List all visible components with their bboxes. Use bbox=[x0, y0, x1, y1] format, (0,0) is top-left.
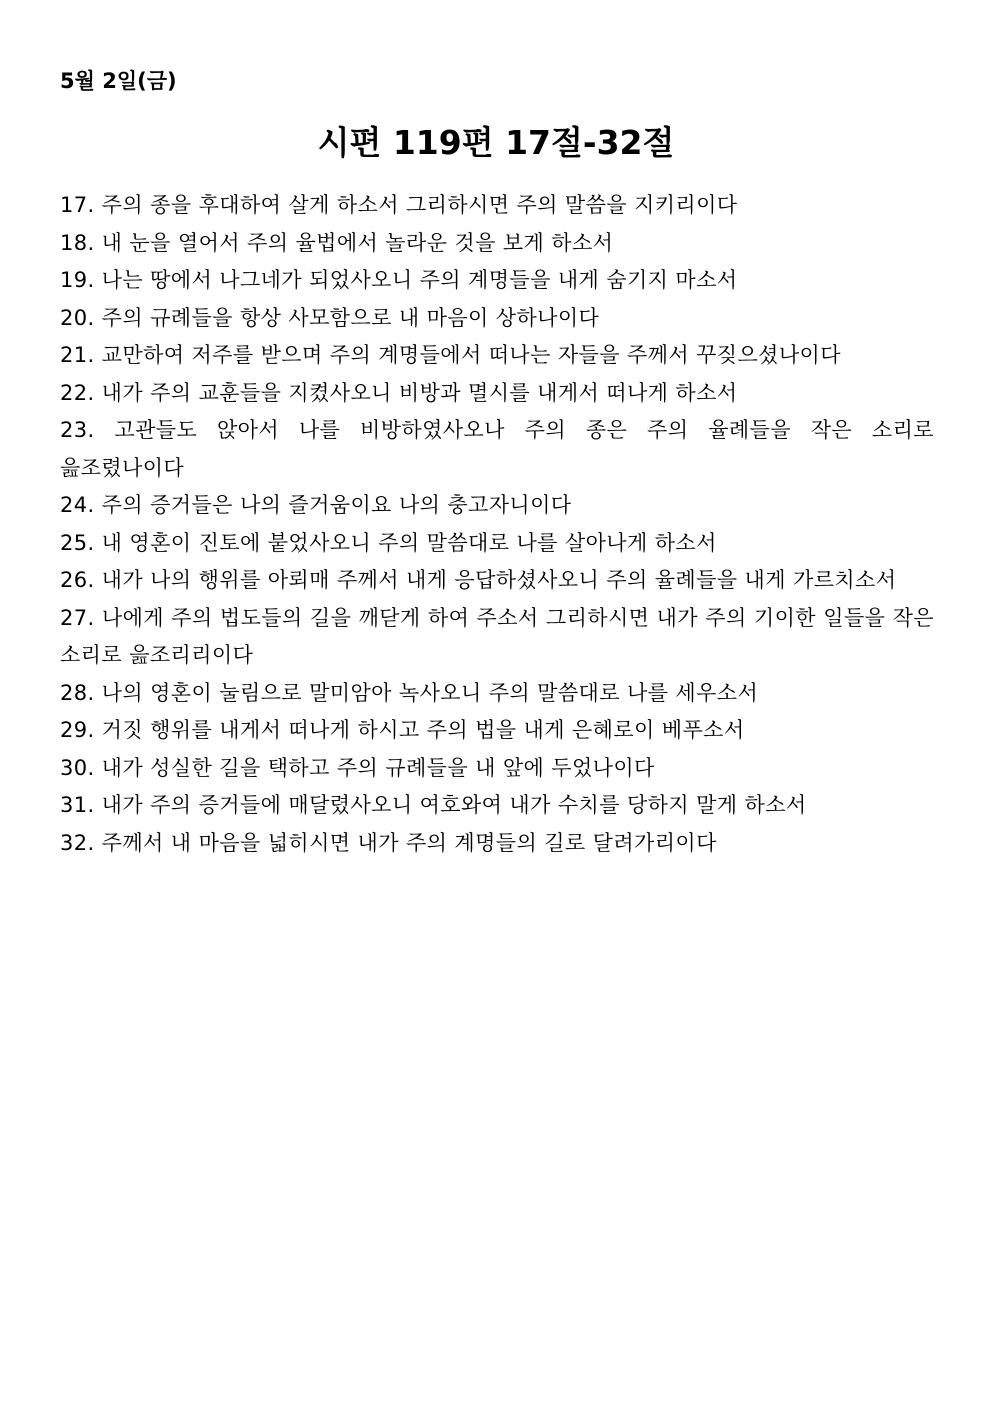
verse-21: 21. 교만하여 저주를 받으며 주의 계명들에서 떠나는 자들을 주께서 꾸짖으셨나이다 bbox=[60, 343, 841, 367]
verse-29: 29. 거짓 행위를 내게서 떠나게 하시고 주의 법을 내게 은혜로이 베푸소서 bbox=[60, 718, 745, 742]
verse-26: 26. 내가 나의 행위를 아뢰매 주께서 내게 응답하셨사오니 주의 율례들을 내게 가르치소서 bbox=[60, 568, 897, 592]
verse-24: 24. 주의 증거들은 나의 즐거움이요 나의 충고자니이다 bbox=[60, 493, 572, 517]
verse-27: 27. 나에게 주의 법도들의 길을 깨닫게 하여 주소서 그리하시면 내가 주의 기이한 일들을 작은 소리로 읊조리리이다 bbox=[60, 605, 934, 667]
verse-25: 25. 내 영혼이 진토에 붙었사오니 주의 말씀대로 나를 살아나게 하소서 bbox=[60, 530, 717, 555]
verse-22: 22. 내가 주의 교훈들을 지켰사오니 비방과 멸시를 내게서 떠나게 하소서 bbox=[60, 380, 738, 405]
verse-18: 18. 내 눈을 열어서 주의 율법에서 놀라운 것을 보게 하소서 bbox=[60, 230, 614, 255]
verse-20: 20. 주의 규례들을 항상 사모함으로 내 마음이 상하나이다 bbox=[60, 305, 600, 330]
verse-19: 19. 나는 땅에서 나그네가 되었사오니 주의 계명들을 내게 숨기지 마소서 bbox=[60, 268, 738, 292]
verse-list bbox=[60, 187, 934, 862]
verse-31: 31. 내가 주의 증거들에 매달렸사오니 여호와여 내가 수치를 당하지 말게 하소서 bbox=[60, 793, 807, 817]
verse-17: 17. 주의 종을 후대하여 살게 하소서 그리하시면 주의 말씀을 지키리이다 bbox=[60, 193, 738, 217]
verse-32: 32. 주께서 내 마음을 넓히시면 내가 주의 계명들의 길로 달려가리이다 bbox=[60, 830, 717, 855]
verse-23: 23. 고관들도 앉아서 나를 비방하였사오나 주의 종은 주의 율례들을 작은 소리로 읊조렸나이다 bbox=[60, 418, 934, 480]
verse-30: 30. 내가 성실한 길을 택하고 주의 규례들을 내 앞에 두었나이다 bbox=[60, 755, 655, 780]
verse-28: 28. 나의 영혼이 눌림으로 말미암아 녹사오니 주의 말씀대로 나를 세우소서 bbox=[60, 680, 759, 705]
document-title: 시편 119편 17절-32절 bbox=[317, 123, 675, 162]
document-date: 5월 2일(금) bbox=[60, 69, 177, 93]
